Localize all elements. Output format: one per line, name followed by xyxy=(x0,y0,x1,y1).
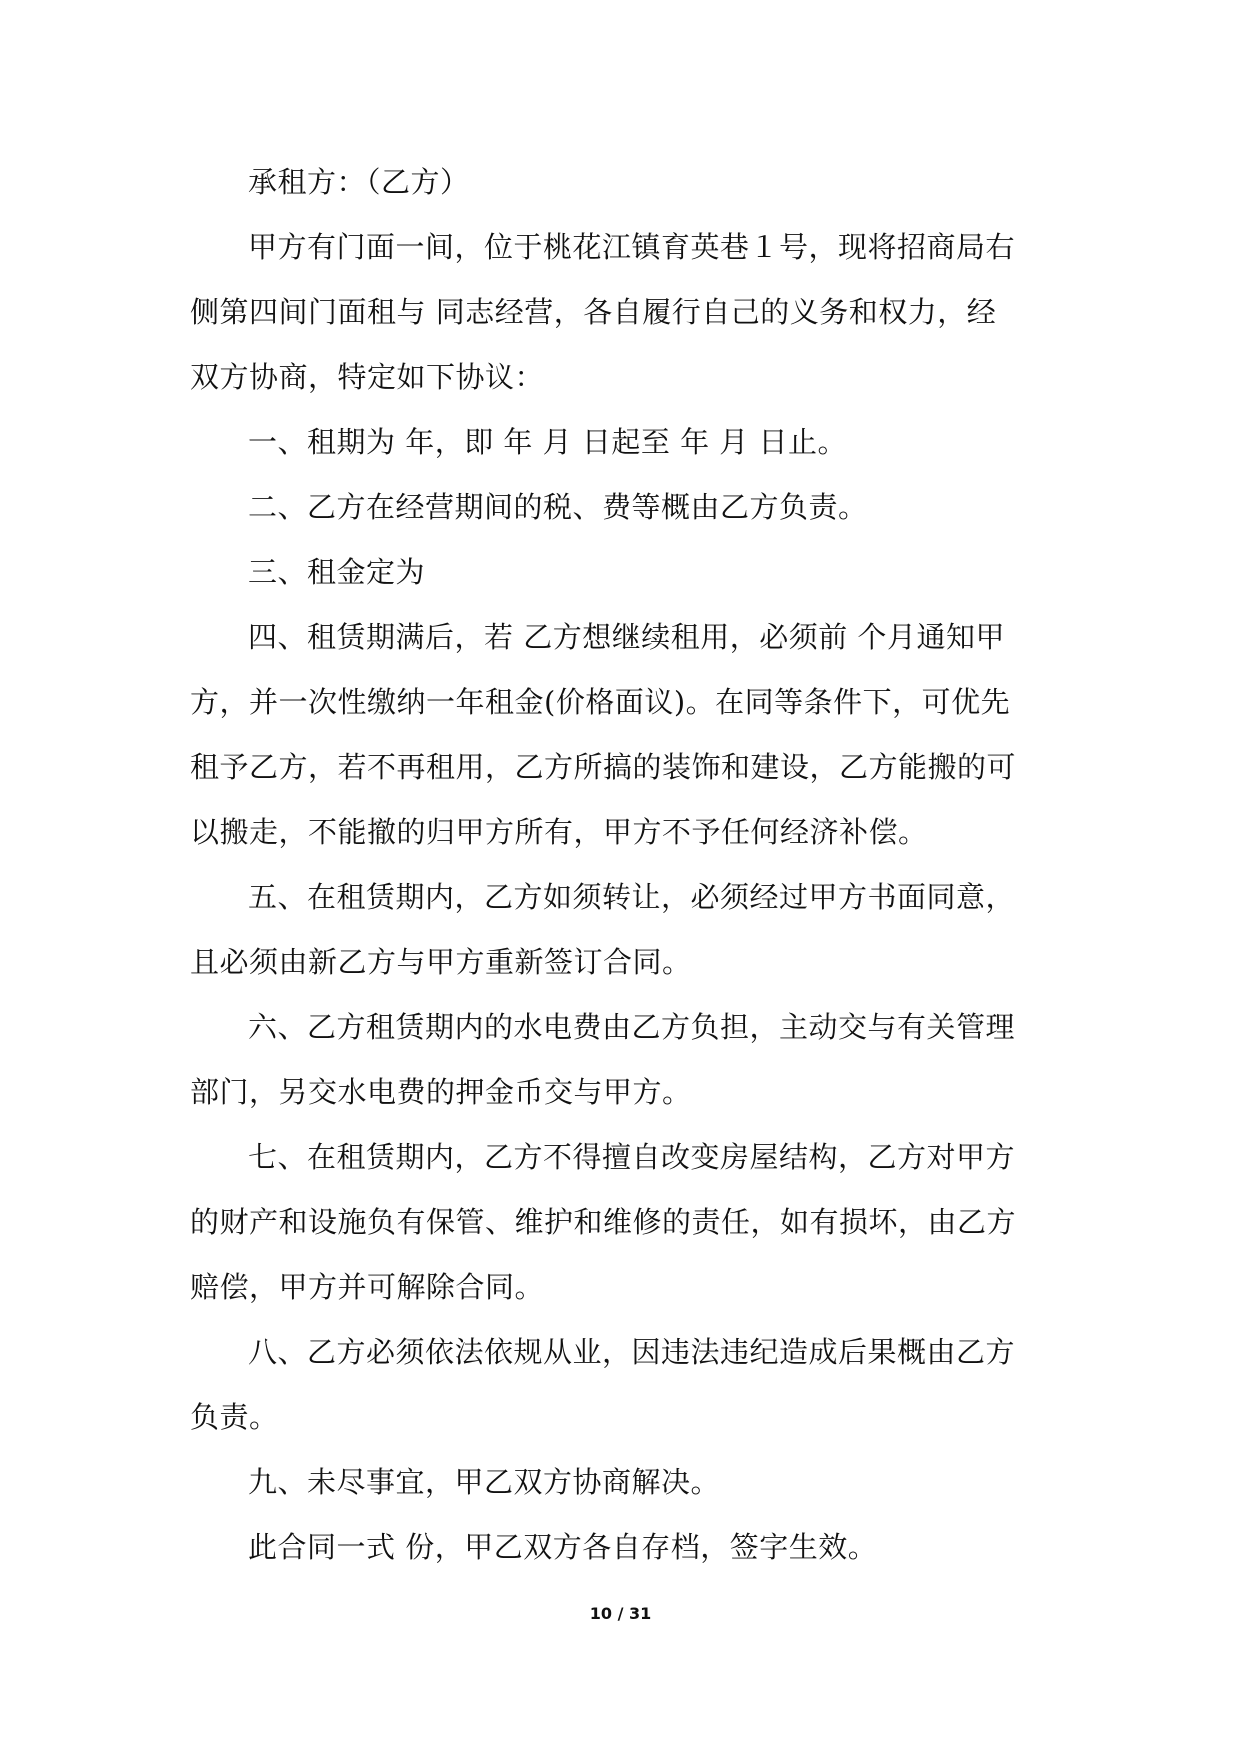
paragraph-line: 负责。 xyxy=(190,1400,279,1434)
paragraph-line: 五、在租赁期内，乙方如须转让，必须经过甲方书面同意， xyxy=(248,880,1016,914)
paragraph-line: 三、租金定为 xyxy=(248,555,426,589)
clause-4 xyxy=(190,605,1070,865)
paragraph-line: 承租方：（乙方） xyxy=(248,165,470,199)
clause-2 xyxy=(190,475,1070,540)
paragraph-line: 以搬走，不能撤的归甲方所有，甲方不予任何经济补偿。 xyxy=(190,815,928,849)
clause-1 xyxy=(190,410,1070,475)
paragraph-line: 赔偿，甲方并可解除合同。 xyxy=(190,1270,545,1304)
paragraph-line: 的财产和设施负有保管、维护和维修的责任，如有损坏，由乙方 xyxy=(190,1205,1017,1239)
paragraph-line: 方，并一次性缴纳一年租金(价格面议)。在同等条件下，可优先 xyxy=(190,685,1011,719)
paragraph-line: 侧第四间门面租与 同志经营，各自履行自己的义务和权力，经 xyxy=(190,295,997,329)
paragraph-lessee xyxy=(190,150,1070,215)
paragraph-line: 七、在租赁期内，乙方不得擅自改变房屋结构，乙方对甲方 xyxy=(248,1140,1016,1174)
clause-7 xyxy=(190,1125,1070,1320)
clause-6 xyxy=(190,995,1070,1125)
paragraph-line: 四、租赁期满后，若 乙方想继续租用，必须前 个月通知甲 xyxy=(248,620,1005,654)
paragraph-line: 租予乙方，若不再租用，乙方所搞的装饰和建设，乙方能搬的可 xyxy=(190,750,1017,784)
paragraph-line: 二、乙方在经营期间的税、费等概由乙方负责。 xyxy=(248,490,868,524)
paragraph-line: 六、乙方租赁期内的水电费由乙方负担，主动交与有关管理 xyxy=(248,1010,1016,1044)
paragraph-line: 部门，另交水电费的押金币交与甲方。 xyxy=(190,1075,692,1109)
clause-3 xyxy=(190,540,1070,605)
paragraph-intro xyxy=(190,215,1070,410)
paragraph-line: 且必须由新乙方与甲方重新签订合同。 xyxy=(190,945,692,979)
document-body xyxy=(190,150,1070,1580)
paragraph-line: 双方协商，特定如下协议： xyxy=(190,360,545,394)
clause-9 xyxy=(190,1450,1070,1515)
paragraph-copies xyxy=(190,1515,1070,1580)
page-number: 10 / 31 xyxy=(589,1604,652,1623)
paragraph-line: 一、租期为 年，即 年 月 日起至 年 月 日止。 xyxy=(248,425,848,459)
paragraph-line: 八、乙方必须依法依规从业，因违法违纪造成后果概由乙方 xyxy=(248,1335,1016,1369)
paragraph-line: 此合同一式 份，甲乙双方各自存档，签字生效。 xyxy=(248,1530,878,1564)
clause-8 xyxy=(190,1320,1070,1450)
paragraph-line: 九、未尽事宜，甲乙双方协商解决。 xyxy=(248,1465,721,1499)
paragraph-line: 甲方有门面一间，位于桃花江镇育英巷１号，现将招商局右 xyxy=(248,230,1016,264)
clause-5 xyxy=(190,865,1070,995)
